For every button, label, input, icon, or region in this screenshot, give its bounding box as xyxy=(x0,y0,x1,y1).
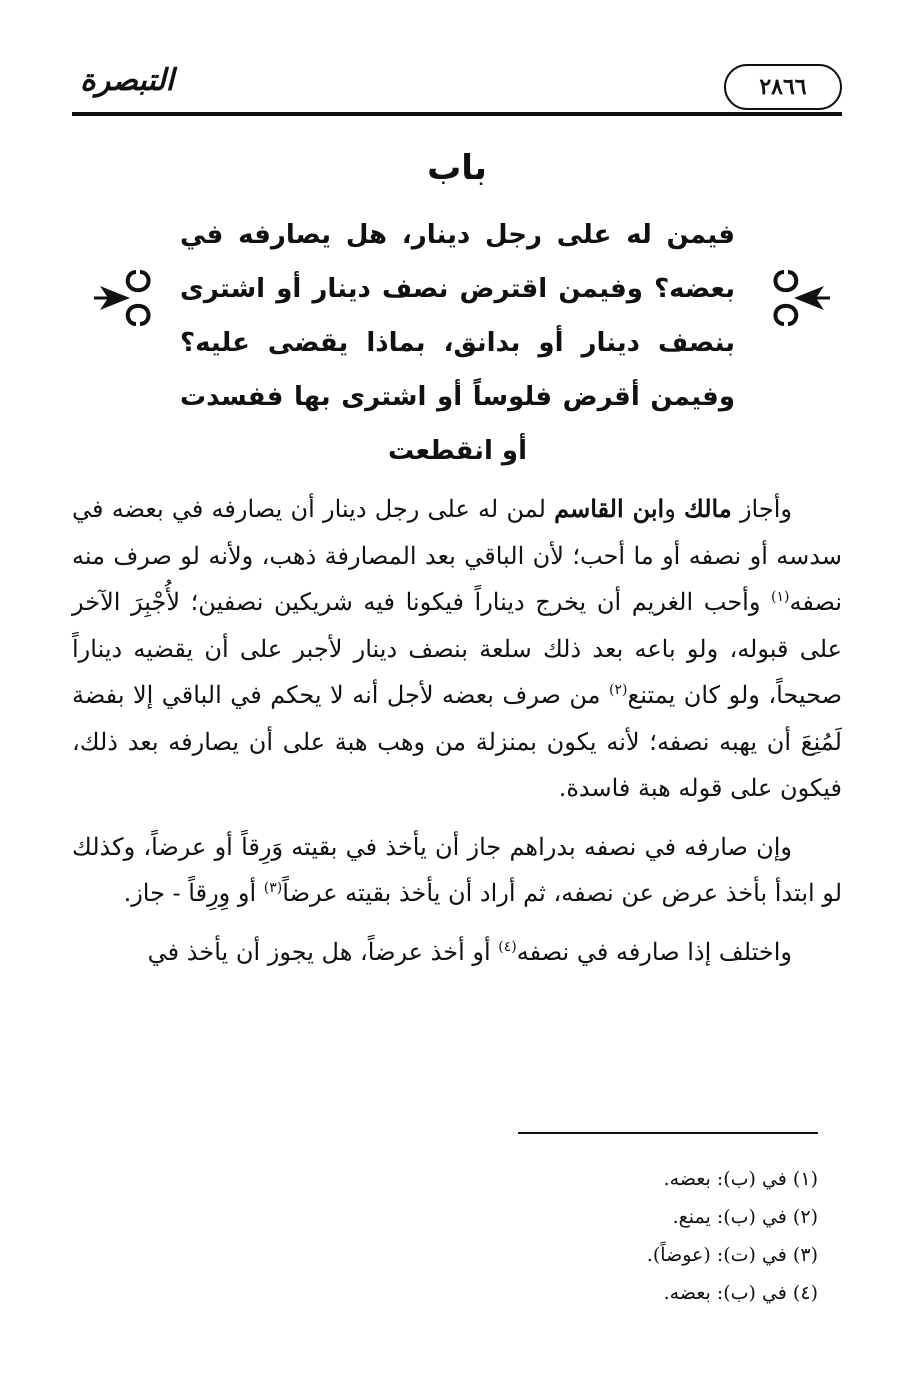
chapter-label: باب xyxy=(427,148,487,188)
footnote-ref[interactable]: (٣) xyxy=(263,880,283,896)
page-number: ٢٨٦٦ xyxy=(724,64,842,110)
paragraph xyxy=(72,824,842,917)
footnote-rule xyxy=(518,1132,818,1134)
chapter-title xyxy=(180,208,735,478)
text-run: و xyxy=(664,495,676,523)
footnote: (٢) في (ب): يمنع. xyxy=(672,1206,818,1228)
text-run: وإن صارفه في نصفه بدراهم جاز أن يأخذ في بقيته وَرِقاً أو عرضاً، وكذلك لو ابتدأ بأخذ عرض عن نصفه، ثم أراد أن يأخذ بقيته عرضاً xyxy=(72,832,842,907)
book-title: التبصرة xyxy=(80,63,174,98)
footnote-ref[interactable]: (١) xyxy=(771,589,790,605)
footnote-ref[interactable]: (٢) xyxy=(609,682,628,698)
page-header xyxy=(72,52,842,122)
scholar-name: ابن القاسم xyxy=(554,494,665,523)
text-run: أو وِرِقاً - جاز. xyxy=(123,879,257,907)
chapter-title-line: بعضه؟ وفيمن اقترض نصف دينار أو اشترى xyxy=(180,274,735,304)
text-run: من صرف بعضه لأجل أنه لا يحكم في الباقي إلا بفضة لَمُنِعَ أن يهبه نصفه؛ لأنه يكون بمنزلة من وهب هبة على أن يصارفه بعد ذلك، فيكون على قوله هبة فاسدة. xyxy=(72,681,842,802)
footnote: (٤) في (ب): بعضه. xyxy=(663,1282,818,1304)
footnotes xyxy=(218,1160,818,1312)
text-run: أو أخذ عرضاً، هل يجوز أن يأخذ في xyxy=(147,937,491,966)
footnote: (٣) في (ت): (عوضاً). xyxy=(646,1244,818,1266)
ornament-right-icon xyxy=(764,258,834,338)
scholar-name: مالك xyxy=(684,494,732,523)
text-run: وأجاز xyxy=(739,495,792,523)
footnote: (١) في (ب): بعضه. xyxy=(663,1168,818,1190)
footnote-ref[interactable]: (٤) xyxy=(498,938,517,955)
chapter-title-line: فيمن له على رجل دينار، هل يصارفه في xyxy=(180,220,735,250)
chapter-title-line: بنصف دينار أو بدانق، بماذا يقضى عليه؟ xyxy=(180,328,735,358)
text-run: وأحب الغريم أن يخرج ديناراً فيكونا فيه شريكين نصفين؛ لأُجْبِرَ الآخر على قبوله، ولو باعه بعد ذلك سلعة بنصف دينار لأجبر على أن يقضيه ديناراً صحيحاً، ولو كان يمتنع xyxy=(72,588,842,709)
chapter-title-line: وفيمن أقرض فلوساً أو اشترى بها ففسدت xyxy=(180,382,735,412)
text-run: واختلف إذا صارفه في نصفه xyxy=(516,937,792,966)
header-rule xyxy=(72,112,842,116)
text-run: لمن له على رجل دينار أن يصارفه في بعضه في سدسه أو نصفه أو ما أحب؛ لأن الباقي بعد المصارفة ذهب، ولأنه لو صرف منه نصفه xyxy=(72,495,842,616)
paragraph xyxy=(72,486,842,812)
body-text xyxy=(72,486,842,987)
chapter-title-line: أو انقطعت xyxy=(387,436,528,466)
ornament-left-icon xyxy=(90,258,160,338)
paragraph xyxy=(72,929,842,976)
